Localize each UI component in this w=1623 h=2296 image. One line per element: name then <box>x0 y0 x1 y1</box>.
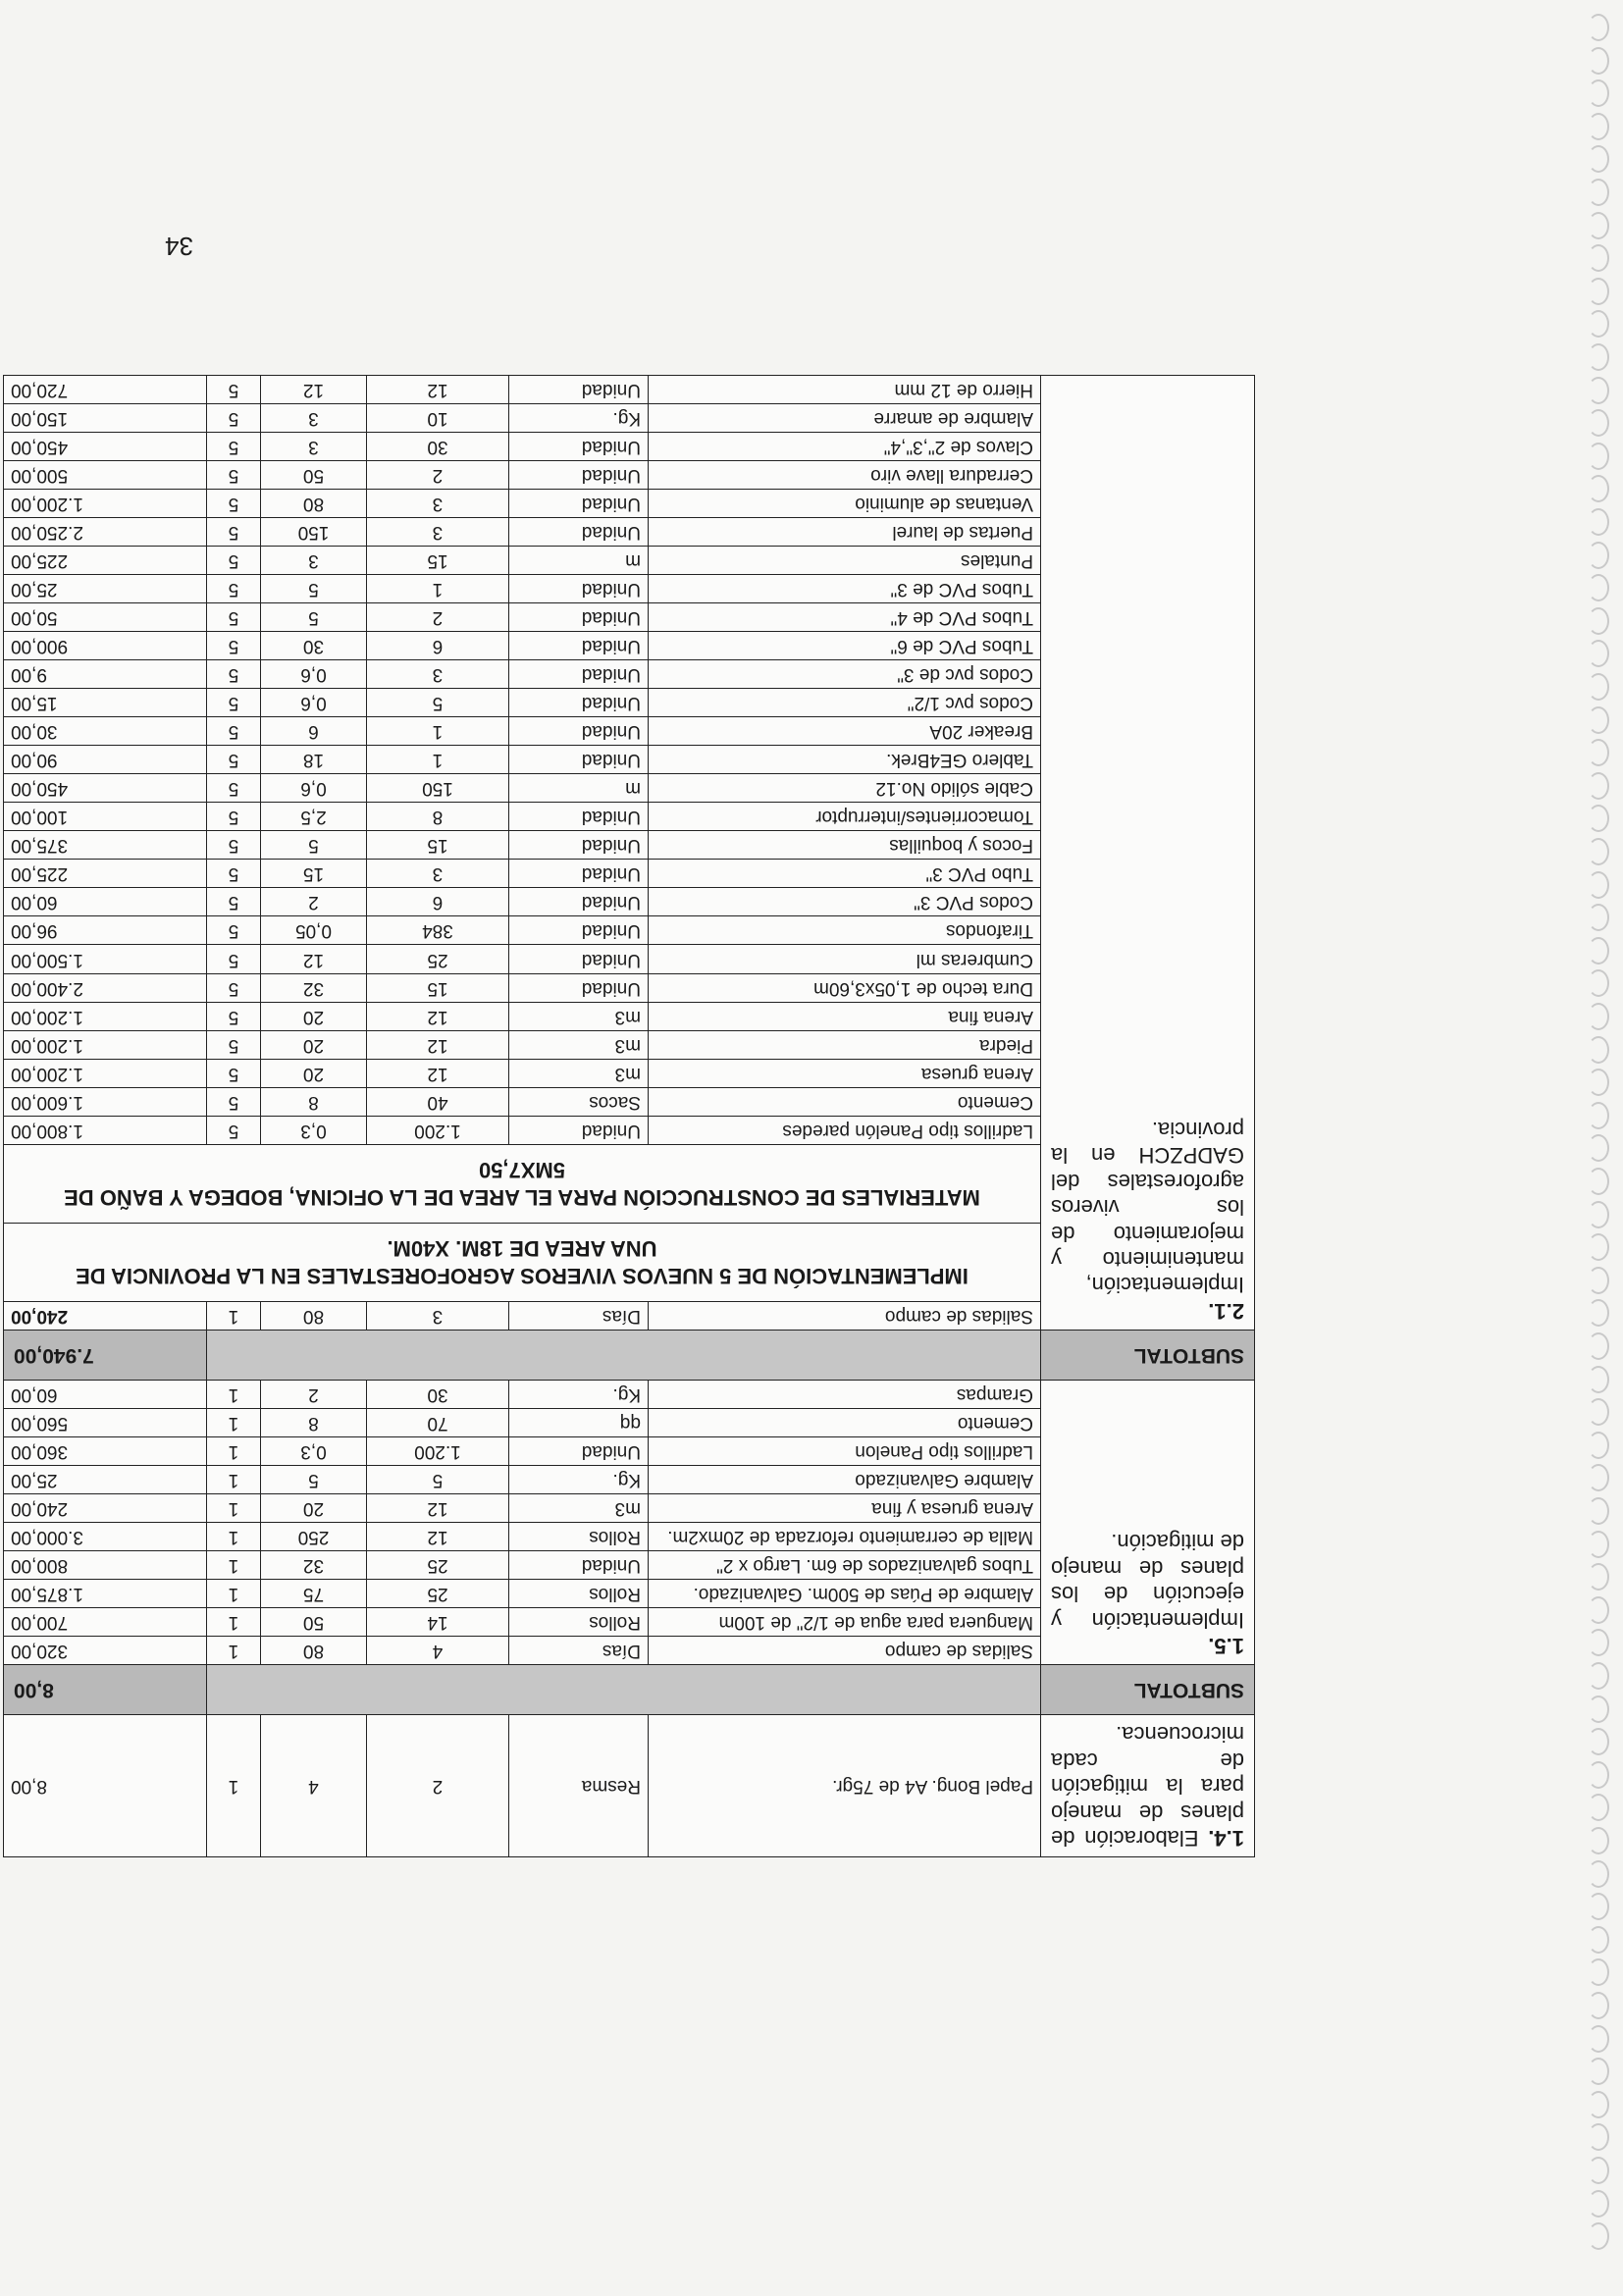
item-description: Cemento <box>649 1408 1041 1436</box>
item-quantity: 25 <box>367 1550 509 1579</box>
item-total: 25,00 <box>4 575 207 603</box>
activity-text: Implementación, mantenimiento y mejoramiento de los viveros agroforestales del GADPZCH en la provincia. <box>1051 1118 1244 1298</box>
item-quantity: 384 <box>367 916 509 945</box>
activity-text: Implementación y ejecución de los planes de manejo de mitigación. <box>1051 1530 1244 1633</box>
item-description: Salidas de campo <box>649 1637 1041 1665</box>
item-total: 1.500,00 <box>4 945 207 973</box>
item-unit: Unidad <box>509 632 649 660</box>
item-quantity: 3 <box>367 1301 509 1330</box>
item-description: Ladrillos tipo Panelón paredes <box>649 1116 1041 1144</box>
item-multiplier: 5 <box>207 432 261 460</box>
item-unit: m3 <box>509 1493 649 1522</box>
item-unit-price: 80 <box>261 1637 367 1665</box>
item-unit: Días <box>509 1637 649 1665</box>
item-unit: Unidad <box>509 916 649 945</box>
item-multiplier: 5 <box>207 803 261 831</box>
activity-description <box>1041 1715 1255 1857</box>
item-multiplier: 5 <box>207 860 261 888</box>
item-multiplier: 1 <box>207 1637 261 1665</box>
item-quantity: 2 <box>367 603 509 632</box>
item-unit: Unidad <box>509 1116 649 1144</box>
item-unit: Unidad <box>509 1436 649 1465</box>
item-unit: Unidad <box>509 1550 649 1579</box>
item-unit-price: 5 <box>261 603 367 632</box>
item-total: 800,00 <box>4 1550 207 1579</box>
item-quantity: 2 <box>367 460 509 489</box>
item-quantity: 12 <box>367 1059 509 1087</box>
item-description: Tomacorrientes/interruptor <box>649 803 1041 831</box>
item-quantity: 12 <box>367 1002 509 1030</box>
table-row <box>4 1637 1255 1665</box>
item-quantity: 3 <box>367 860 509 888</box>
item-unit: Unidad <box>509 945 649 973</box>
item-multiplier: 5 <box>207 1087 261 1116</box>
item-total: 2.250,00 <box>4 518 207 547</box>
item-quantity: 3 <box>367 660 509 689</box>
item-description: Manguera para agua de 1/2" de 100m <box>649 1607 1041 1636</box>
item-total: 900,00 <box>4 632 207 660</box>
item-unit-price: 20 <box>261 1493 367 1522</box>
item-unit-price: 0,3 <box>261 1436 367 1465</box>
item-quantity: 5 <box>367 689 509 717</box>
activity-description <box>1041 1380 1255 1664</box>
item-unit: Resma <box>509 1715 649 1857</box>
item-description: Arena gruesa <box>649 1059 1041 1087</box>
item-quantity: 14 <box>367 1607 509 1636</box>
item-unit-price: 0,6 <box>261 774 367 803</box>
item-quantity: 70 <box>367 1408 509 1436</box>
item-multiplier: 5 <box>207 518 261 547</box>
item-quantity: 10 <box>367 403 509 432</box>
item-multiplier: 5 <box>207 575 261 603</box>
item-total: 700,00 <box>4 1607 207 1636</box>
item-total: 1.200,00 <box>4 489 207 517</box>
item-unit: Unidad <box>509 518 649 547</box>
item-unit-price: 20 <box>261 1059 367 1087</box>
item-multiplier: 5 <box>207 403 261 432</box>
item-description: Tablero GE4Brek. <box>649 746 1041 774</box>
item-total: 240,00 <box>4 1301 207 1330</box>
item-unit-price: 2 <box>261 1380 367 1408</box>
item-unit-price: 80 <box>261 489 367 517</box>
item-unit-price: 20 <box>261 1030 367 1059</box>
item-quantity: 4 <box>367 1637 509 1665</box>
item-quantity: 12 <box>367 375 509 403</box>
item-multiplier: 5 <box>207 831 261 860</box>
item-description: Grampas <box>649 1380 1041 1408</box>
item-unit: Unidad <box>509 432 649 460</box>
item-quantity: 1.200 <box>367 1116 509 1144</box>
item-multiplier: 5 <box>207 1116 261 1144</box>
item-quantity: 5 <box>367 1465 509 1493</box>
item-description: Puertas de laurel <box>649 518 1041 547</box>
item-unit: Unidad <box>509 717 649 746</box>
item-quantity: 6 <box>367 888 509 916</box>
item-unit-price: 0,3 <box>261 1116 367 1144</box>
item-multiplier: 5 <box>207 547 261 575</box>
item-total: 50,00 <box>4 603 207 632</box>
item-unit: m <box>509 774 649 803</box>
item-multiplier: 5 <box>207 660 261 689</box>
item-unit-price: 2 <box>261 888 367 916</box>
item-unit: qq <box>509 1408 649 1436</box>
item-unit-price: 15 <box>261 860 367 888</box>
item-quantity: 30 <box>367 1380 509 1408</box>
item-unit: Unidad <box>509 489 649 517</box>
item-quantity: 3 <box>367 518 509 547</box>
item-multiplier: 1 <box>207 1436 261 1465</box>
item-unit-price: 6 <box>261 717 367 746</box>
item-unit-price: 12 <box>261 945 367 973</box>
item-unit: m3 <box>509 1059 649 1087</box>
item-description: Codos PVC 3" <box>649 888 1041 916</box>
item-unit-price: 30 <box>261 632 367 660</box>
subtotal-value: 8,00 <box>4 1665 207 1715</box>
item-multiplier: 5 <box>207 945 261 973</box>
item-total: 720,00 <box>4 375 207 403</box>
item-unit: Unidad <box>509 603 649 632</box>
item-quantity: 6 <box>367 632 509 660</box>
item-total: 30,00 <box>4 717 207 746</box>
item-unit: Rollos <box>509 1607 649 1636</box>
activity-text: Elaboración de planes de manejo para la mitigación de cada microcuenca. <box>1051 1722 1244 1851</box>
item-unit: Unidad <box>509 831 649 860</box>
item-quantity: 25 <box>367 945 509 973</box>
subtotal-label: SUBTOTAL <box>1041 1330 1255 1380</box>
item-multiplier: 1 <box>207 1301 261 1330</box>
item-multiplier: 1 <box>207 1579 261 1607</box>
item-description: Ventanas de aluminio <box>649 489 1041 517</box>
activity-number: 2.1. <box>1208 1298 1244 1324</box>
item-total: 500,00 <box>4 460 207 489</box>
item-unit: Rollos <box>509 1522 649 1550</box>
item-unit-price: 4 <box>261 1715 367 1857</box>
item-unit-price: 0,6 <box>261 689 367 717</box>
item-multiplier: 1 <box>207 1607 261 1636</box>
item-total: 1.200,00 <box>4 1002 207 1030</box>
item-description: Salidas de campo <box>649 1301 1041 1330</box>
item-unit: Kg. <box>509 1380 649 1408</box>
item-total: 320,00 <box>4 1637 207 1665</box>
item-multiplier: 1 <box>207 1465 261 1493</box>
item-description: Codos pvc de 3" <box>649 660 1041 689</box>
item-multiplier: 5 <box>207 973 261 1002</box>
item-description: Papel Bong. A4 de 75gr. <box>649 1715 1041 1857</box>
item-multiplier: 1 <box>207 1550 261 1579</box>
item-unit-price: 2,5 <box>261 803 367 831</box>
item-quantity: 2 <box>367 1715 509 1857</box>
item-multiplier: 5 <box>207 1002 261 1030</box>
activity-description <box>1041 375 1255 1330</box>
item-total: 25,00 <box>4 1465 207 1493</box>
item-quantity: 12 <box>367 1030 509 1059</box>
item-total: 240,00 <box>4 1493 207 1522</box>
item-multiplier: 1 <box>207 1493 261 1522</box>
item-multiplier: 1 <box>207 1522 261 1550</box>
subtotal-spacer <box>207 1665 1041 1715</box>
item-description: Cumbreras ml <box>649 945 1041 973</box>
item-total: 1.200,00 <box>4 1059 207 1087</box>
item-description: Malla de cerramiento reforzada de 20mx2m. <box>649 1522 1041 1550</box>
item-multiplier: 5 <box>207 1030 261 1059</box>
item-quantity: 40 <box>367 1087 509 1116</box>
item-description: Arena fina <box>649 1002 1041 1030</box>
item-description: Tirafondos <box>649 916 1041 945</box>
item-quantity: 8 <box>367 803 509 831</box>
item-quantity: 3 <box>367 489 509 517</box>
subtotal-spacer <box>207 1330 1041 1380</box>
item-description: Cerradura llave viro <box>649 460 1041 489</box>
item-unit-price: 8 <box>261 1408 367 1436</box>
item-multiplier: 5 <box>207 460 261 489</box>
item-description: Arena gruesa y fina <box>649 1493 1041 1522</box>
item-multiplier: 5 <box>207 489 261 517</box>
item-total: 1.600,00 <box>4 1087 207 1116</box>
item-multiplier: 1 <box>207 1380 261 1408</box>
item-unit-price: 32 <box>261 1550 367 1579</box>
activity-number: 1.4. <box>1208 1826 1244 1851</box>
item-quantity: 12 <box>367 1522 509 1550</box>
item-total: 360,00 <box>4 1436 207 1465</box>
table-row <box>4 1301 1255 1330</box>
item-description: Hierro de 12 mm <box>649 375 1041 403</box>
item-total: 96,00 <box>4 916 207 945</box>
item-multiplier: 5 <box>207 888 261 916</box>
item-unit: Sacos <box>509 1087 649 1116</box>
subtotal-value: 7.940,00 <box>4 1330 207 1380</box>
item-description: Breaker 20A <box>649 717 1041 746</box>
item-total: 100,00 <box>4 803 207 831</box>
item-description: Cable sólido No.12 <box>649 774 1041 803</box>
budget-table <box>3 375 1255 1857</box>
item-multiplier: 1 <box>207 1715 261 1857</box>
item-description: Alambre Galvanizado <box>649 1465 1041 1493</box>
item-multiplier: 5 <box>207 603 261 632</box>
item-unit-price: 18 <box>261 746 367 774</box>
item-unit: Unidad <box>509 660 649 689</box>
table-row <box>4 1715 1255 1857</box>
item-description: Tubos PVC de 6" <box>649 632 1041 660</box>
item-unit: m3 <box>509 1002 649 1030</box>
item-unit-price: 80 <box>261 1301 367 1330</box>
subtotal-row <box>4 1330 1255 1380</box>
section-subtitle: MATERIALES DE CONSTRUCCIÓN PARA EL AREA DE LA OFICINA, BODEGA Y BAÑO DE 5MX7,50 <box>4 1144 1041 1223</box>
item-multiplier: 5 <box>207 632 261 660</box>
item-total: 1.875,00 <box>4 1579 207 1607</box>
item-unit-price: 5 <box>261 831 367 860</box>
item-total: 60,00 <box>4 888 207 916</box>
item-quantity: 1.200 <box>367 1436 509 1465</box>
item-total: 2.400,00 <box>4 973 207 1002</box>
item-quantity: 30 <box>367 432 509 460</box>
item-quantity: 15 <box>367 547 509 575</box>
item-description: Cemento <box>649 1087 1041 1116</box>
item-multiplier: 5 <box>207 689 261 717</box>
item-unit: Unidad <box>509 460 649 489</box>
item-description: Alambre de Púas de 500m. Galvanizado. <box>649 1579 1041 1607</box>
item-unit-price: 32 <box>261 973 367 1002</box>
item-description: Puntales <box>649 547 1041 575</box>
item-quantity: 1 <box>367 746 509 774</box>
item-unit: Rollos <box>509 1579 649 1607</box>
item-unit-price: 75 <box>261 1579 367 1607</box>
item-description: Dura techo de 1,05x3,60m <box>649 973 1041 1002</box>
item-total: 1.200,00 <box>4 1030 207 1059</box>
activity-number: 1.5. <box>1208 1634 1244 1659</box>
item-unit-price: 20 <box>261 1002 367 1030</box>
item-description: Tubo PVC 3" <box>649 860 1041 888</box>
item-total: 1.800,00 <box>4 1116 207 1144</box>
item-total: 60,00 <box>4 1380 207 1408</box>
item-unit: Kg. <box>509 403 649 432</box>
item-description: Tubos galvanizados de 6m. Largo x 2" <box>649 1550 1041 1579</box>
item-description: Ladrillos tipo Panelon <box>649 1436 1041 1465</box>
item-total: 3.000,00 <box>4 1522 207 1550</box>
item-description: Focos y boquillas <box>649 831 1041 860</box>
subtotal-label: SUBTOTAL <box>1041 1665 1255 1715</box>
item-total: 8,00 <box>4 1715 207 1857</box>
item-unit: Kg. <box>509 1465 649 1493</box>
item-total: 15,00 <box>4 689 207 717</box>
item-unit: Unidad <box>509 860 649 888</box>
item-description: Codos pvc 1/2" <box>649 689 1041 717</box>
item-unit-price: 12 <box>261 375 367 403</box>
subtotal-row <box>4 1665 1255 1715</box>
item-description: Alambre de amarre <box>649 403 1041 432</box>
item-multiplier: 1 <box>207 1408 261 1436</box>
item-unit-price: 250 <box>261 1522 367 1550</box>
item-unit-price: 0,6 <box>261 660 367 689</box>
item-description: Piedra <box>649 1030 1041 1059</box>
item-unit-price: 0,05 <box>261 916 367 945</box>
item-quantity: 15 <box>367 831 509 860</box>
item-total: 225,00 <box>4 860 207 888</box>
item-unit: Unidad <box>509 575 649 603</box>
item-unit: Unidad <box>509 746 649 774</box>
item-unit: Unidad <box>509 689 649 717</box>
item-total: 375,00 <box>4 831 207 860</box>
item-total: 450,00 <box>4 432 207 460</box>
item-description: Tubos PVC de 3" <box>649 575 1041 603</box>
item-unit-price: 50 <box>261 1607 367 1636</box>
item-unit: Unidad <box>509 973 649 1002</box>
item-unit-price: 8 <box>261 1087 367 1116</box>
item-total: 560,00 <box>4 1408 207 1436</box>
item-total: 150,00 <box>4 403 207 432</box>
item-multiplier: 5 <box>207 1059 261 1087</box>
item-description: Clavos de 2",3",4" <box>649 432 1041 460</box>
item-total: 9,00 <box>4 660 207 689</box>
item-multiplier: 5 <box>207 717 261 746</box>
item-quantity: 1 <box>367 717 509 746</box>
item-total: 225,00 <box>4 547 207 575</box>
item-unit-price: 5 <box>261 1465 367 1493</box>
item-quantity: 150 <box>367 774 509 803</box>
item-unit-price: 3 <box>261 403 367 432</box>
item-unit-price: 3 <box>261 547 367 575</box>
item-quantity: 15 <box>367 973 509 1002</box>
item-unit: Unidad <box>509 375 649 403</box>
item-multiplier: 5 <box>207 746 261 774</box>
item-total: 450,00 <box>4 774 207 803</box>
item-quantity: 12 <box>367 1493 509 1522</box>
section-title: IMPLEMENTACIÓN DE 5 NUEVOS VIVEROS AGROFORESTALES EN LA PROVINCIA DE UNA AREA DE 18M. X40M. <box>4 1223 1041 1301</box>
item-multiplier: 5 <box>207 375 261 403</box>
item-unit: Unidad <box>509 803 649 831</box>
item-unit: m <box>509 547 649 575</box>
item-unit-price: 5 <box>261 575 367 603</box>
item-unit-price: 50 <box>261 460 367 489</box>
item-total: 90,00 <box>4 746 207 774</box>
item-multiplier: 5 <box>207 774 261 803</box>
item-unit-price: 3 <box>261 432 367 460</box>
page-number: 34 <box>165 232 193 261</box>
item-description: Tubos PVC de 4" <box>649 603 1041 632</box>
item-quantity: 1 <box>367 575 509 603</box>
item-unit-price: 150 <box>261 518 367 547</box>
item-unit: m3 <box>509 1030 649 1059</box>
item-multiplier: 5 <box>207 916 261 945</box>
item-quantity: 25 <box>367 1579 509 1607</box>
item-unit: Unidad <box>509 888 649 916</box>
item-unit: Días <box>509 1301 649 1330</box>
